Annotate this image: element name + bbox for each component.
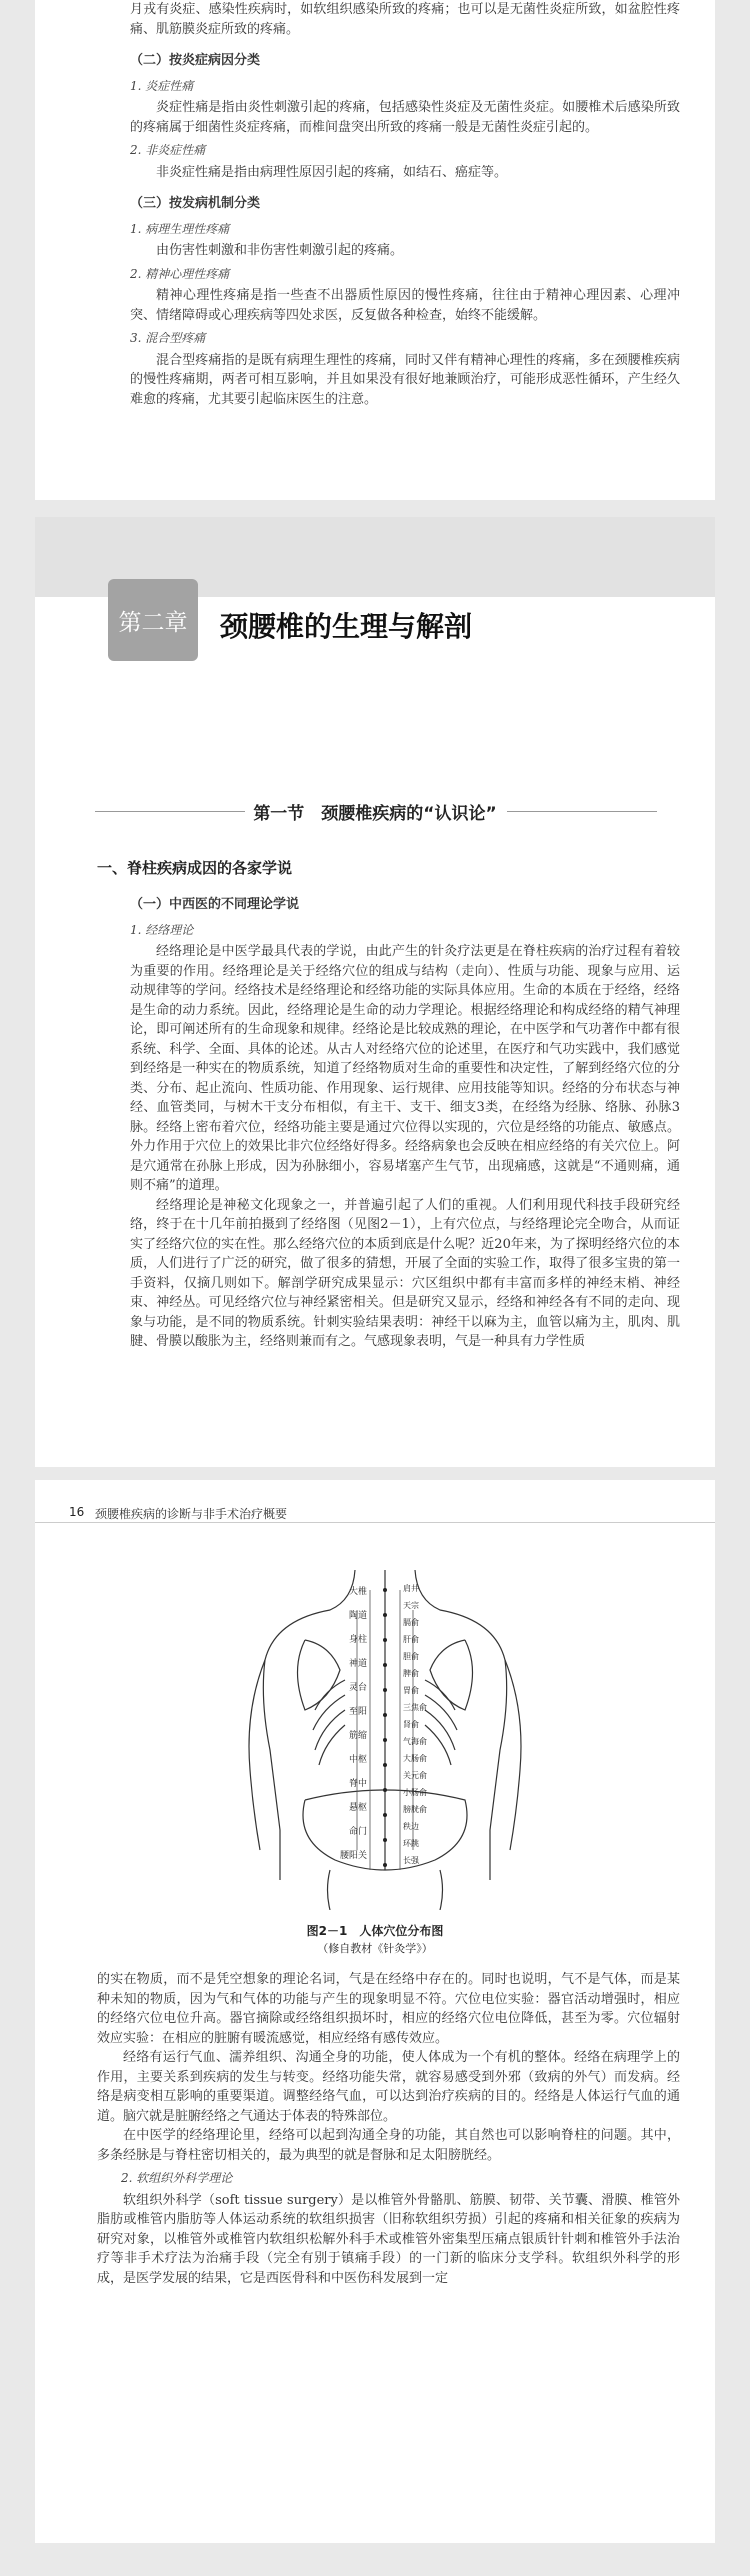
page-2-body xyxy=(130,895,680,1352)
acupoint-label: 长强 xyxy=(403,1856,419,1865)
acupoint-label: 腰阳关 xyxy=(339,1851,367,1861)
acupoint-label: 筋缩 xyxy=(348,1731,367,1741)
running-header: 颈腰椎疾病的诊断与非手术治疗概要 xyxy=(95,1507,288,1521)
section-title: 第一节 颈腰椎疾病的“认识论” xyxy=(253,804,497,824)
sub4-text: 精神心理性疼痛是指一些查不出器质性原因的慢性疼痛，往往由于精神心理因素、心理冲突、情绪障碍或心理疾病等四处求医，反复做各种检查，始终不能缓解。 xyxy=(130,288,680,323)
acupoint-label: 小肠俞 xyxy=(403,1788,427,1797)
acupoint-label: 秩边 xyxy=(403,1822,419,1831)
sub3-heading: 1. 病理生理性疼痛 xyxy=(130,221,230,236)
acupoint-label: 天宗 xyxy=(403,1601,419,1610)
acupoint-label: 脊中 xyxy=(348,1779,367,1789)
page-1 xyxy=(35,0,715,500)
figure-source: （修自教材《针灸学》） xyxy=(317,1942,433,1955)
acupoint-label: 关元俞 xyxy=(403,1771,427,1780)
acupoint-label: 大椎 xyxy=(348,1587,367,1597)
sub3-text: 由伤害性刺激和非伤害性刺激引起的疼痛。 xyxy=(156,243,404,258)
acupoint-label: 至阳 xyxy=(348,1707,367,1717)
sub1-heading: 1. 炎症性痛 xyxy=(130,78,194,93)
item2-heading: 2. 软组织外科学理论 xyxy=(121,2171,233,2185)
acupoint-label: 三焦俞 xyxy=(403,1703,427,1712)
acupoint-label: 大肠俞 xyxy=(403,1754,427,1763)
sub1-text: 炎症性痛是指由炎性刺激引起的疼痛，包括感染性炎症及无菌性炎症。如腰椎术后感染所致的疼痛属于细菌性炎症疼痛，而椎间盘突出所致的疼痛一般是无菌性炎症引起的。 xyxy=(130,100,680,135)
acupoint-label: 肾俞 xyxy=(403,1720,419,1729)
para1: 经络理论是中医学最具代表的学说，由此产生的针灸疗法更是在脊柱疾病的治疗过程有着较为重要的作用。经络理论是关于经络穴位的组成与结构（走向）、性质与功能、现象与应用、运动规律等的学问。经络技术是经络理论和经络功能的实际具体应用。生命的本质在于经络，经络是生命的动力系统。因此，经络理论是生命的动力学理论。根据经络理论和构成经络的精气神理论，即可阐述所有的生命现象和规律。经络论是比较成熟的理论，在中医学和气功著作中都有很系统、科学、全面、具体的论述。从古人对经络穴位的论述里，在医疗和气功实践中，我们感觉到经络是一种实在的物质系统，知道了经络物质对生命的重要性和决定性，了解到经络穴位的分类、分布、起止流向、性质功能、作用现象、运行规律、应用技能等知识。经络的分布状态与神经、血管类同，与树木干支分布相似，有主干、支干、细支3类，在经络为经脉、络脉、孙脉3脉。经络上密布着穴位，经络功能主要是通过穴位得以实现的，穴位是经络的功能点、敏感点。外力作用于穴位上的效果比非穴位经络好得多。经络病象也会反映在相应经络的有关穴位上。阿是穴通常在孙脉上形成，因为孙脉细小，容易堵塞产生气节，出现痛感，这就是“不通则痛，通则不痛”的道理。 xyxy=(130,944,680,1193)
acupoint-label: 灵台 xyxy=(348,1683,367,1693)
acupoint-figure xyxy=(235,1550,535,1910)
acupoint-label: 胃俞 xyxy=(403,1686,419,1695)
acupoint-label: 肩井 xyxy=(403,1584,419,1593)
page-number: 16 xyxy=(69,1505,85,1519)
acupoint-label: 神道 xyxy=(348,1659,367,1669)
figure-labels-left xyxy=(339,1580,367,1868)
sub5-heading: 3. 混合型疼痛 xyxy=(130,331,206,345)
sub-heading: （一）中西医的不同理论学说 xyxy=(130,897,300,912)
sec3-heading: （三）按发病机制分类 xyxy=(130,196,261,211)
top-line: 月戎有炎症、感染性疾病时，如软组织感染所致的疼痛；也可以是无菌性炎症所致，如盆腔性疼痛、肌筋膜炎症所致的疼痛。 xyxy=(130,2,680,37)
level1-heading: 一、脊柱疾病成因的各家学说 xyxy=(97,859,293,877)
acupoint-label: 膀胱俞 xyxy=(403,1805,427,1814)
sub4-heading: 2. 精神心理性疼痛 xyxy=(130,266,230,281)
page-3 xyxy=(35,1480,715,2543)
acupoint-label: 身柱 xyxy=(348,1635,367,1645)
acupoint-label: 中枢 xyxy=(348,1755,367,1765)
acupoint-label: 悬枢 xyxy=(348,1803,367,1813)
page-1-body xyxy=(130,0,680,409)
p3-para3: 在中医学的经络理论里，经络可以起到沟通全身的功能，其自然也可以影响脊柱的问题。其中，多条经脉是与脊柱密切相关的，最为典型的就是督脉和足太阳膀胱经。 xyxy=(97,2128,680,2163)
sub5-text: 混合型疼痛指的是既有病理生理性的疼痛，同时又伴有精神心理性的疼痛，多在颈腰椎疾病的慢性疼痛期，两者可相互影响，并且如果没有很好地兼顾治疗，可能形成恶性循环，产生经久难愈的疼痛，尤其要引起临床医生的注意。 xyxy=(130,352,680,407)
acupoint-label: 膈俞 xyxy=(403,1618,419,1627)
acupoint-label: 肝俞 xyxy=(403,1635,419,1644)
chapter-label: 第二章 xyxy=(108,579,198,661)
chapter-title: 颈腰椎的生理与解剖 xyxy=(220,610,473,643)
sec2-heading: （二）按炎症病因分类 xyxy=(130,53,261,68)
acupoint-label: 气海俞 xyxy=(403,1737,427,1746)
page-2 xyxy=(35,517,715,1467)
p3-para1: 的实在物质，而不是凭空想象的理论名词，气是在经络中存在的。同时也说明，气不是气体，而是某种未知的物质，因为气和气体的功能与产生的现象明显不符。穴位电位实验：器官活动增强时，相应的经络穴位电位升高。器官摘除或经络组织损坏时，相应的经络穴位电位降低，甚至为零。穴位辐射效应实验：在相应的脏腑有暖流感觉，相应经络有感传效应。 xyxy=(97,1972,680,2046)
back-figure-illustration xyxy=(235,1550,535,1910)
p3-para4: 软组织外科学（soft tissue surgery）是以椎管外骨骼肌、筋膜、韧带、关节囊、滑膜、椎管外脂肪或椎管内脂肪等人体运动系统的软组织损害（旧称软组织劳损）引起的疼痛和相关征象的疾病为研究对象，以椎管外或椎管内软组织松解外科手术或椎管外密集型压痛点银质针针刺和椎管外手法治疗等非手术疗法为治痛手段（完全有别于镇痛手段）的一门新的临床分支学科。软组织外科学的形成，是医学发展的结果，它是西医骨科和中医伤科发展到一定 xyxy=(97,2192,680,2286)
acupoint-label: 脾俞 xyxy=(403,1669,419,1678)
figure-caption: 图2－1 人体穴位分布图 xyxy=(306,1924,444,1938)
acupoint-label: 陶道 xyxy=(348,1611,367,1621)
acupoint-label: 环跳 xyxy=(403,1839,419,1848)
item1-heading: 1. 经络理论 xyxy=(130,922,194,937)
figure-labels-right xyxy=(403,1580,437,1869)
page-3-body xyxy=(97,1970,680,2288)
para2: 经络理论是神秘文化现象之一，并普遍引起了人们的重视。人们利用现代科技手段研究经络，终于在十几年前拍摄到了经络图（见图2－1），上有穴位点，与经络理论完全吻合，从而证实了经络穴位的实在性。那么经络穴位的本质到底是什么呢？近20年来，为了探明经络穴位的本质，人们进行了广泛的研究，做了很多的猜想，开展了全面的实验工作，取得了很多宝贵的第一手资料，仅摘几则如下。解剖学研究成果显示：穴区组织中都有丰富而多样的神经末梢、神经束、神经丛。可见经络穴位与神经紧密相关。但是研究又显示，经络和神经各有不同的走向、现象与功能，是不同的物质系统。针刺实验结果表明：神经干以麻为主，血管以痛为主，肌肉、肌腱、骨膜以酸胀为主，经络则兼而有之。气感现象表明，气是一种具有力学性质 xyxy=(130,1197,680,1349)
acupoint-label: 胆俞 xyxy=(403,1652,419,1661)
acupoint-label: 命门 xyxy=(348,1827,367,1837)
sub2-heading: 2. 非炎症性痛 xyxy=(130,143,206,157)
sub2-text: 非炎症性痛是指由病理性原因引起的疼痛，如结石、癌症等。 xyxy=(156,164,508,180)
p3-para2: 经络有运行气血、濡养组织、沟通全身的功能，使人体成为一个有机的整体。经络在病理学上的作用，主要关系到疾病的发生与转变。经络功能失常，就容易感受到外邪（致病的外气）而发病。经络是病变相互影响的重要渠道。调整经络气血，可以达到治疗疾病的目的。经络是人体运行气血的通道。脑穴就是脏腑经络之气通达于体表的特殊部位。 xyxy=(97,2050,680,2124)
